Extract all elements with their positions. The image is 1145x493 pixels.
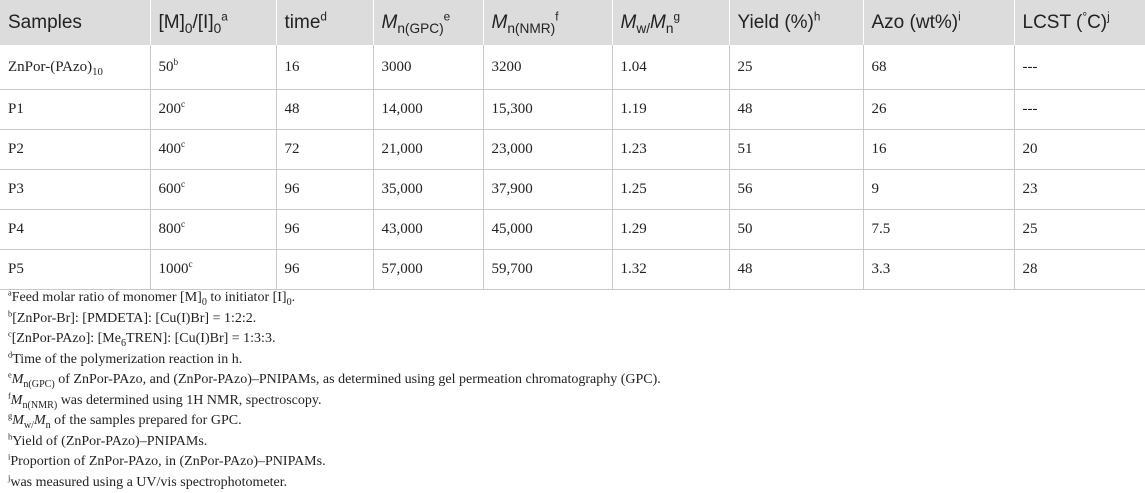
footnote-h [8, 432, 661, 453]
cell-time: 96 [276, 250, 373, 290]
header-yield-label: Yield (%) [738, 12, 814, 33]
cell-pdi: 1.25 [612, 170, 729, 210]
footnote-sub: n(NMR) [22, 399, 57, 410]
header-ratio-note: a [221, 10, 228, 23]
footnote-e [8, 370, 661, 391]
header-mn-gpc-note: e [444, 10, 451, 23]
header-ratio-sub-i: 0 [214, 20, 222, 35]
cell-mn-gpc: 14,000 [373, 90, 483, 130]
header-row [0, 0, 1145, 45]
footnote-text: . [292, 290, 296, 305]
footnote-f [8, 391, 661, 412]
cell-ratio-text: 50 [159, 59, 174, 75]
cell-sample: P3 [0, 170, 150, 210]
footnote-text: Time of the polymerization reaction in h. [12, 352, 242, 367]
cell-sample: P5 [0, 250, 150, 290]
header-lcst-degree: ° [1082, 10, 1087, 23]
footnote-marker: h [8, 432, 12, 441]
header-time-label: time [285, 12, 321, 33]
cell-ratio [150, 250, 276, 290]
header-pdi-mn: M [650, 12, 666, 33]
cell-time: 16 [276, 45, 373, 90]
header-pdi-mw: M [621, 12, 637, 33]
cell-sample-sub: 10 [92, 66, 103, 78]
header-time [276, 0, 373, 45]
cell-yield: 51 [729, 130, 863, 170]
cell-ratio-text: 1000 [159, 261, 189, 277]
header-mn-nmr-note: f [555, 10, 558, 23]
header-mn-nmr-m: M [492, 12, 508, 33]
footnote-text: [ZnPor-PAzo]: [Me [12, 331, 121, 346]
cell-lcst: 25 [1014, 210, 1145, 250]
cell-ratio-text: 400 [159, 141, 182, 157]
footnote-sub: n [46, 420, 51, 431]
cell-lcst: 20 [1014, 130, 1145, 170]
table-row [0, 45, 1145, 90]
header-pdi [612, 0, 729, 45]
cell-mn-nmr: 59,700 [483, 250, 612, 290]
cell-ratio [150, 130, 276, 170]
footnote-marker: i [8, 452, 10, 461]
footnote-marker: e [8, 370, 12, 379]
footnote-sub: w/ [24, 420, 34, 431]
cell-azo: 7.5 [863, 210, 1014, 250]
cell-yield: 48 [729, 90, 863, 130]
footnote-symbol: M [11, 393, 23, 408]
cell-mn-gpc: 21,000 [373, 130, 483, 170]
footnote-marker: f [8, 391, 11, 400]
cell-mn-nmr: 15,300 [483, 90, 612, 130]
cell-ratio-note: c [181, 180, 185, 190]
cell-mn-gpc: 57,000 [373, 250, 483, 290]
cell-sample: P1 [0, 90, 150, 130]
footnote-g [8, 411, 661, 432]
cell-mn-gpc: 3000 [373, 45, 483, 90]
table-row [0, 250, 1145, 290]
footnote-symbol: M [34, 413, 46, 428]
cell-yield: 56 [729, 170, 863, 210]
table-row [0, 210, 1145, 250]
cell-time: 48 [276, 90, 373, 130]
cell-ratio-note: b [174, 58, 179, 68]
header-mn-nmr-sub: n(NMR) [507, 20, 555, 35]
cell-mn-nmr: 45,000 [483, 210, 612, 250]
cell-pdi: 1.19 [612, 90, 729, 130]
cell-ratio-text: 800 [159, 221, 182, 237]
cell-lcst: --- [1014, 45, 1145, 90]
footnote-text: was measured using a UV/vis spectrophotometer. [10, 475, 287, 490]
footnote-d [8, 350, 661, 371]
cell-time: 96 [276, 210, 373, 250]
header-pdi-n: n [666, 20, 674, 35]
cell-yield: 25 [729, 45, 863, 90]
header-azo-note: i [958, 10, 961, 23]
cell-mn-nmr: 37,900 [483, 170, 612, 210]
cell-sample [0, 45, 150, 90]
cell-ratio-note: c [181, 100, 185, 110]
footnote-c [8, 329, 661, 350]
cell-yield: 48 [729, 250, 863, 290]
header-mn-gpc-m: M [382, 12, 398, 33]
cell-azo: 9 [863, 170, 1014, 210]
footnote-symbol: M [12, 413, 24, 428]
cell-pdi: 1.32 [612, 250, 729, 290]
cell-azo: 3.3 [863, 250, 1014, 290]
footnote-text: Yield of (ZnPor-PAzo)–PNIPAMs. [12, 434, 207, 449]
header-mn-nmr [483, 0, 612, 45]
table-row [0, 130, 1145, 170]
footnote-sub: n(GPC) [23, 379, 54, 390]
footnote-text: of ZnPor-PAzo, and (ZnPor-PAzo)–PNIPAMs, as determined using gel permeation chromatography (GPC). [55, 372, 661, 387]
footnote-marker: g [8, 411, 12, 420]
header-ratio-m: [M] [159, 12, 185, 33]
cell-pdi: 1.04 [612, 45, 729, 90]
cell-ratio-note: c [181, 140, 185, 150]
footnote-sub: 0 [202, 297, 207, 308]
header-ratio-i: /[I] [193, 12, 214, 33]
header-lcst-label: LCST ( [1023, 12, 1083, 33]
header-ratio [150, 0, 276, 45]
header-ratio-sub-m: 0 [185, 20, 193, 35]
cell-time: 96 [276, 170, 373, 210]
header-lcst-unit: C) [1087, 12, 1107, 33]
footnote-marker: c [8, 329, 12, 338]
header-pdi-w: w/ [636, 20, 650, 35]
footnote-text: was determined using 1H NMR, spectroscopy. [57, 393, 321, 408]
footnote-a [8, 288, 661, 309]
footnote-text: to initiator [I] [207, 290, 287, 305]
footnote-text: TREN]: [Cu(I)Br] = 1:3:3. [126, 331, 275, 346]
footnote-text: Feed molar ratio of monomer [M] [12, 290, 202, 305]
table-row [0, 90, 1145, 130]
footnote-marker: a [8, 288, 12, 297]
cell-lcst: 23 [1014, 170, 1145, 210]
header-lcst-note: j [1107, 10, 1110, 23]
cell-mn-nmr: 3200 [483, 45, 612, 90]
footnote-i [8, 452, 661, 473]
header-samples [0, 0, 150, 45]
footnote-text: of the samples prepared for GPC. [51, 413, 242, 428]
header-mn-gpc-sub: n(GPC) [397, 20, 443, 35]
cell-time: 72 [276, 130, 373, 170]
footnote-sub: 6 [121, 338, 126, 349]
cell-sample: P4 [0, 210, 150, 250]
cell-ratio [150, 90, 276, 130]
footnote-text: Proportion of ZnPor-PAzo, in (ZnPor-PAzo)–PNIPAMs. [10, 454, 325, 469]
cell-pdi: 1.23 [612, 130, 729, 170]
footnote-marker: j [8, 473, 10, 482]
cell-ratio-text: 200 [159, 101, 182, 117]
cell-lcst: 28 [1014, 250, 1145, 290]
cell-pdi: 1.29 [612, 210, 729, 250]
cell-lcst: --- [1014, 90, 1145, 130]
cell-sample: P2 [0, 130, 150, 170]
header-lcst [1014, 0, 1145, 45]
cell-azo: 16 [863, 130, 1014, 170]
header-yield-note: h [814, 10, 821, 23]
header-yield [729, 0, 863, 45]
cell-mn-gpc: 35,000 [373, 170, 483, 210]
footnote-sub: 0 [287, 297, 292, 308]
cell-ratio-note: c [181, 220, 185, 230]
cell-mn-nmr: 23,000 [483, 130, 612, 170]
header-pdi-note: g [673, 10, 680, 23]
footnote-symbol: M [12, 372, 24, 387]
header-azo-label: Azo (wt%) [872, 12, 959, 33]
cell-ratio [150, 170, 276, 210]
cell-yield: 50 [729, 210, 863, 250]
footnote-marker: d [8, 350, 12, 359]
header-time-note: d [320, 10, 327, 23]
footnote-b [8, 309, 661, 330]
header-azo [863, 0, 1014, 45]
header-mn-gpc [373, 0, 483, 45]
cell-ratio-text: 600 [159, 181, 182, 197]
header-samples-label: Samples [8, 12, 82, 33]
footnotes [8, 288, 661, 493]
cell-ratio [150, 210, 276, 250]
footnote-marker: b [8, 309, 12, 318]
cell-mn-gpc: 43,000 [373, 210, 483, 250]
cell-azo: 26 [863, 90, 1014, 130]
table-row [0, 170, 1145, 210]
cell-azo: 68 [863, 45, 1014, 90]
cell-sample-text: ZnPor-(PAzo) [8, 59, 92, 75]
cell-ratio-note: c [189, 260, 193, 270]
footnote-text: [ZnPor-Br]: [PMDETA]: [Cu(I)Br] = 1:2:2. [12, 311, 256, 326]
cell-ratio [150, 45, 276, 90]
